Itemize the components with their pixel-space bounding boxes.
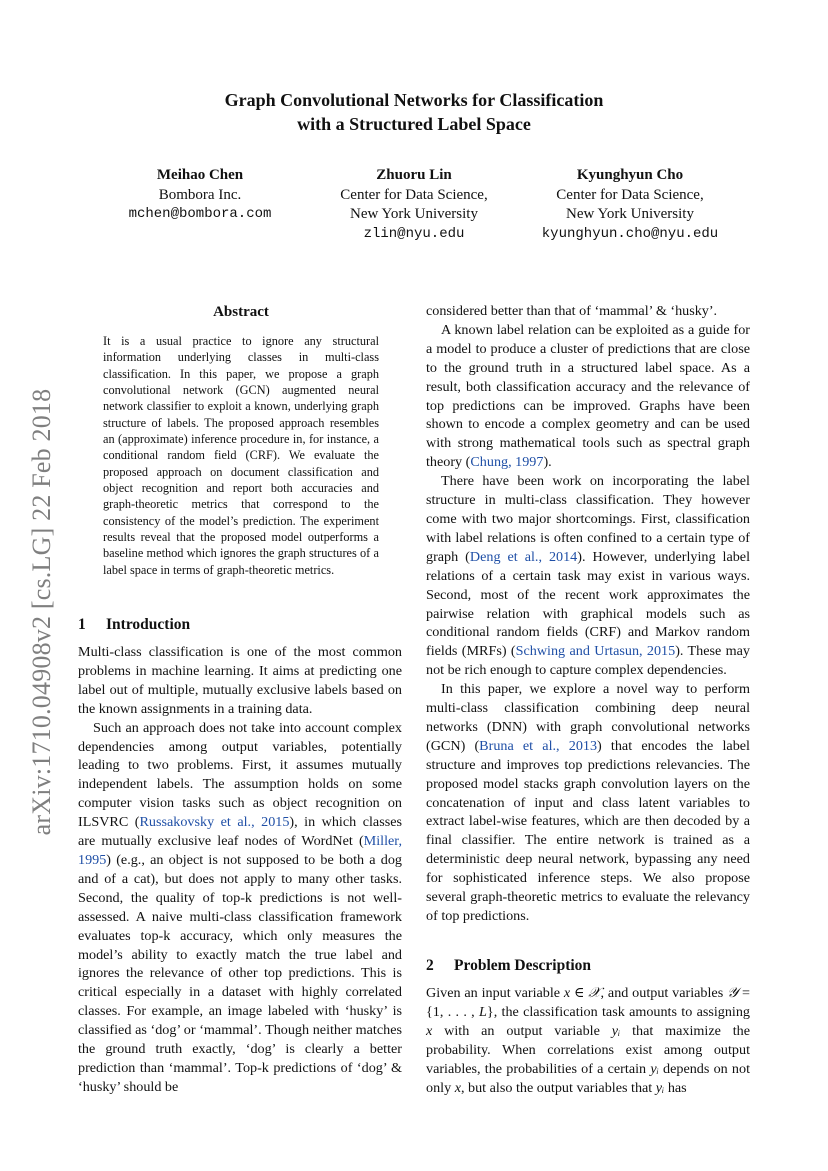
- text-run: ∈: [570, 985, 589, 1001]
- author-affiliation-2: New York University: [566, 206, 694, 222]
- author-block-3: [510, 166, 750, 244]
- paragraph: [426, 321, 750, 472]
- author-block-2: [318, 166, 510, 244]
- paragraph: Multi-class classification is one of the most common problems in machine learning. It aims at predicting one label out of multiple, mutually exclusive labels based on the known assignments in a training data.: [78, 644, 402, 717]
- citation-link[interactable]: Bruna et al., 2013: [479, 737, 598, 754]
- text-run: There have been work on incorporating the label structure in multi-class classification. They however come with two major shortcomings. First, classification with label relations is often confined to a certain type of graph (: [426, 473, 750, 565]
- math-var: yᵢ: [650, 1060, 659, 1077]
- author-affiliation: Bombora Inc.: [158, 186, 242, 203]
- math-var: x: [454, 1079, 461, 1096]
- section-number: 1: [78, 616, 86, 633]
- title-line-1: Graph Convolutional Networks for Classification: [224, 90, 604, 110]
- right-column-body: [426, 302, 750, 926]
- section-title: Problem Description: [454, 957, 592, 974]
- text-run: A known label relation can be exploited as a guide for a model to produce a cluster of predictions that are close to the ground truth in a structured label space. As a result, both classification accuracy and the relevance of top predictions can be improved. Graphs have been shown to encode a complex geometry and can be used with strong mathematical tools such as spectral graph theory (: [426, 321, 750, 471]
- author-name: Kyunghyun Cho: [576, 167, 684, 183]
- text-run: Such an approach does not take into account complex dependencies among output variables, potentially leading to two problems. First, it assumes mutually independent labels. The assumption holds on some computer vision tasks such as object recognition on ILSVRC (: [78, 719, 402, 831]
- citation-link[interactable]: Russakovsky et al., 2015: [139, 814, 290, 831]
- text-run: , and output variables: [600, 985, 728, 1001]
- text-run: In this paper, we explore a novel way to perform multi-class classification combining deep neural networks (DNN) with graph convolutional networks (GCN) (: [426, 681, 750, 754]
- paragraph: [78, 719, 402, 1097]
- text-run: ). However, underlying label relations of a certain task may exist in various ways. Second, most of the recent work approximates the pairwise relation with graphical models such as conditional random fields (CRF) and Markov random fields (MRFs) (: [426, 548, 751, 660]
- abstract-text: It is a usual practice to ignore any structural information underlying classes in multi-class classification. In this paper, we propose a graph convolutional network (GCN) augmented neural network classifier to exploit a known, underlying graph structure of labels. The proposed approach resembles an (approximate) inference procedure in, for instance, a conditional random field (CRF). We evaluate the proposed approach on document classification and object recognition and report both accuracies and graph-theoretic metrics that correspond to the consistency of the model’s prediction. The experiment results reveal that the proposed model outperforms a baseline method which ignores the graph structures of a label space in terms of graph-theoretic metrics.: [103, 334, 379, 577]
- author-affiliation: Center for Data Science,: [340, 186, 488, 203]
- citation-link[interactable]: Deng et al., 2014: [469, 548, 578, 565]
- author-email: kyunghyun.cho@nyu.edu: [541, 225, 719, 242]
- math-set: 𝒳: [588, 985, 601, 1001]
- text-run: that maximize the probability. When correlations exist among output variables, the probabilities of a certain: [426, 1022, 751, 1077]
- section-number: 2: [426, 957, 434, 974]
- paper-title: [0, 88, 828, 136]
- text-run: = {1, . . . ,: [426, 985, 750, 1020]
- paragraph: [426, 680, 750, 926]
- text-run: has: [664, 1079, 687, 1096]
- author-affiliation-2: New York University: [350, 206, 478, 222]
- author-affiliation: Center for Data Science,: [556, 186, 704, 203]
- text-run: ) that encodes the label structure and improves top predictions relevancies. The proposed model stacks graph convolution layers on the concatenation of input and class latent variables to extract label-wise features, which are then decoded by a final classifier. The entire network is trained as a deterministic deep neural network, bypassing any need for sophisticated inference steps. We also propose several graph-theoretic metrics to evaluate the relevancy of top predictions.: [426, 737, 750, 924]
- left-column-body: [78, 643, 402, 1097]
- citation-link[interactable]: Miller, 1995: [78, 833, 402, 868]
- author-email: mchen@bombora.com: [128, 206, 272, 222]
- math-var: yᵢ: [655, 1079, 665, 1096]
- citation-link[interactable]: Schwing and Urtasun, 2015: [515, 643, 676, 660]
- author-block-1: [95, 166, 305, 225]
- math-var: L: [479, 1003, 487, 1020]
- math-var: yᵢ: [611, 1022, 621, 1039]
- text-run: ) (e.g., an object is not supposed to be both a dog and of a cat), but does not apply to many other tasks. Second, the quality of top-k predictions is not well-assessed. A naive multi-class classification framework evaluates top-k accuracy, which only measures the model’s ability to exactly match the true label and ignores the relevance of other top predictions. This is critical especially in a dataset with highly correlated classes. For example, an image labeled with ‘husky’ is classified as ‘dog’ or ‘mammal’. Though neither matches the ground truth exactly, ‘dog’ is clearly a better prediction than ‘mammal’. Top-k predictions of ‘dog’ & ‘husky’ should be: [78, 851, 402, 1095]
- text-run: ), in which classes are mutually exclusive leaf nodes of WordNet (: [78, 814, 402, 850]
- text-run: with an output variable: [432, 1022, 612, 1039]
- paragraph: [426, 472, 750, 680]
- paragraph-continuation: considered better than that of ‘mammal’ & ‘husky’.: [426, 303, 718, 319]
- author-name: Meihao Chen: [156, 167, 244, 183]
- math-var: x: [563, 985, 571, 1001]
- text-run: ).: [543, 454, 552, 471]
- section-heading-problem-description: [426, 956, 591, 976]
- math-var: x: [426, 1022, 433, 1039]
- abstract-heading: Abstract: [213, 304, 269, 320]
- text-run: }, the classification task amounts to assigning: [486, 1003, 751, 1020]
- right-column-body-2: [426, 984, 750, 1097]
- section-title: Introduction: [106, 616, 191, 633]
- math-set: 𝒴: [727, 985, 739, 1001]
- text-run: ). These may not be rich enough to capture complex dependencies.: [426, 643, 750, 679]
- author-name: Zhuoru Lin: [376, 167, 452, 183]
- text-run: Given an input variable: [426, 985, 564, 1001]
- citation-link[interactable]: Chung, 1997: [470, 454, 544, 471]
- paragraph: [426, 984, 750, 1097]
- title-line-2: with a Structured Label Space: [297, 114, 531, 134]
- arxiv-stamp: arXiv:1710.04908v2 [cs.LG] 22 Feb 2018: [27, 388, 56, 836]
- section-heading-introduction: [78, 615, 190, 635]
- author-email: zlin@nyu.edu: [363, 225, 465, 242]
- text-run: depends on not only: [426, 1060, 750, 1096]
- text-run: , but also the output variables that: [460, 1079, 656, 1096]
